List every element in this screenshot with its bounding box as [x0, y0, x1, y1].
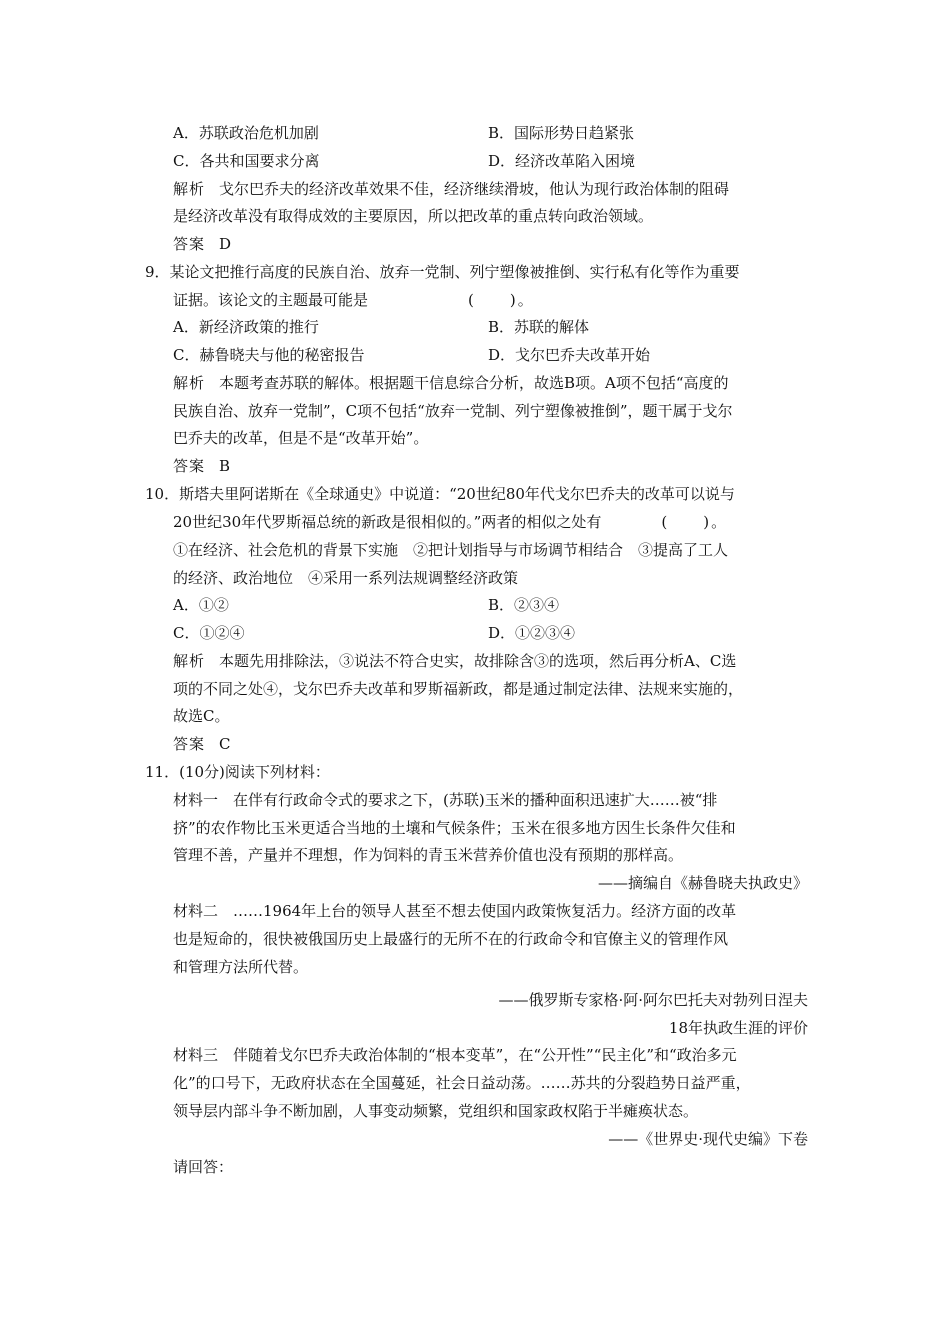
q10-stem-line-1: 10．斯塔夫里阿诺斯在《全球通史》中说道：“20世纪80年代戈尔巴乔夫的改革可以说与: [145, 485, 735, 503]
q11-stem: 11．(10分)阅读下列材料：: [145, 763, 330, 781]
q8-option-a: A．苏联政治危机加剧: [173, 124, 319, 142]
q10-analysis-line: [173, 651, 736, 671]
q9-stem-line-2: [173, 290, 535, 310]
q10-items-line-1: ①在经济、社会危机的背景下实施 ②把计划指导与市场调节相结合 ③提高了工人: [173, 541, 729, 559]
q11-material-2-line-3: 和管理方法所代替。: [173, 958, 309, 976]
q9-answer-line: [173, 456, 230, 476]
q11-material-1-line-1: 材料一 在伴有行政命令式的要求之下，(苏联)玉米的播种面积迅速扩大……被“排: [173, 791, 718, 809]
q11-material-2-source-1: ——俄罗斯专家格·阿·阿尔巴托夫对勃列日涅夫: [498, 991, 808, 1009]
q9-option-b: B．苏联的解体: [488, 318, 590, 336]
q11-material-3-line-1: 材料三 伴随着戈尔巴乔夫政治体制的“根本变革”，在“公开性”“民主化”和“政治多元: [173, 1046, 737, 1064]
q10-answer-line: [173, 734, 231, 754]
q9-stem-line-1: 9．某论文把推行高度的民族自治、放弃一党制、列宁塑像被推倒、实行私有化等作为重要: [145, 263, 740, 281]
q9-analysis-line-2: 民族自治、放弃一党制”，C项不包括“放弃一党制、列宁塑像被推倒”，题干属于戈尔: [173, 402, 733, 420]
q10-option-c: C．①②④: [173, 624, 245, 642]
answer-value: C: [219, 735, 231, 753]
q11-material-1-line-3: 管理不善，产量并不理想，作为饲料的青玉米营养价值也没有预期的那样高。: [173, 846, 684, 864]
q8-analysis-line-2: 是经济改革没有取得成效的主要原因，所以把改革的重点转向政治领域。: [173, 207, 654, 225]
q8-analysis-line: [173, 179, 729, 199]
answer-label: 答案: [173, 457, 206, 475]
answer-blank: ( )。: [468, 291, 535, 309]
q11-material-1-source: ——摘编自《赫鲁晓夫执政史》: [597, 874, 808, 892]
q11-material-3-line-2: 化”的口号下，无政府状态在全国蔓延，社会日益动荡。……苏共的分裂趋势日益严重，: [173, 1074, 751, 1092]
analysis-text: 本题先用排除法，③说法不符合史实，故排除含③的选项，然后再分析A、C选: [219, 652, 737, 670]
q9-stem-text: 证据。该论文的主题最可能是: [173, 291, 369, 309]
q11-material-2-line-2: 也是短命的，很快被俄国历史上最盛行的无所不在的行政命令和官僚主义的管理作风: [173, 930, 729, 948]
q10-analysis-line-3: 故选C。: [173, 707, 230, 725]
answer-blank: ( )。: [661, 513, 729, 531]
answer-label: 答案: [173, 735, 206, 753]
q8-option-c: C．各共和国要求分离: [173, 152, 320, 170]
q10-items-line-2: 的经济、政治地位 ④采用一系列法规调整经济政策: [173, 569, 519, 587]
q10-option-d: D．①②③④: [488, 624, 576, 642]
q11-prompt: 请回答：: [173, 1158, 234, 1176]
analysis-label: 解析: [173, 374, 206, 392]
q10-option-a: A．①②: [173, 596, 229, 614]
answer-value: B: [219, 457, 231, 475]
q9-analysis-line-3: 巴乔夫的改革，但是不是“改革开始”。: [173, 429, 429, 447]
q9-option-a: A．新经济政策的推行: [173, 318, 319, 336]
answer-value: D: [219, 235, 232, 253]
q11-material-1-line-2: 挤”的农作物比玉米更适合当地的土壤和气候条件；玉米在很多地方因生长条件欠佳和: [173, 819, 736, 837]
q10-stem-line-2: [173, 512, 728, 532]
q10-stem-text: 20世纪30年代罗斯福总统的新政是很相似的。”两者的相似之处有: [173, 513, 602, 531]
q11-material-2-source-2: 18年执政生涯的评价: [668, 1019, 808, 1037]
q9-option-c: C．赫鲁晓夫与他的秘密报告: [173, 346, 365, 364]
q10-option-b: B．②③④: [488, 596, 560, 614]
q9-option-d: D．戈尔巴乔夫改革开始: [488, 346, 651, 364]
q11-material-3-line-3: 领导层内部斗争不断加剧，人事变动频繁，党组织和国家政权陷于半瘫痪状态。: [173, 1102, 699, 1120]
analysis-text: 戈尔巴乔夫的经济改革效果不佳，经济继续滑坡，他认为现行政治体制的阻碍: [219, 180, 730, 198]
q9-analysis-line: [173, 373, 729, 393]
analysis-label: 解析: [173, 652, 206, 670]
analysis-text: 本题考查苏联的解体。根据题干信息综合分析，故选B项。A项不包括“高度的: [219, 374, 729, 392]
q11-material-2-line-1: 材料二 ……1964年上台的领导人甚至不想去使国内政策恢复活力。经济方面的改革: [173, 902, 737, 920]
q8-option-d: D．经济改革陷入困境: [488, 152, 636, 170]
q8-answer-line: [173, 234, 231, 254]
q10-analysis-line-2: 项的不同之处④，戈尔巴乔夫改革和罗斯福新政，都是通过制定法律、法规来实施的，: [173, 680, 744, 698]
answer-label: 答案: [173, 235, 206, 253]
q8-option-b: B．国际形势日趋紧张: [488, 124, 635, 142]
analysis-label: 解析: [173, 180, 206, 198]
q11-material-3-source: ——《世界史·现代史编》下卷: [608, 1130, 808, 1148]
